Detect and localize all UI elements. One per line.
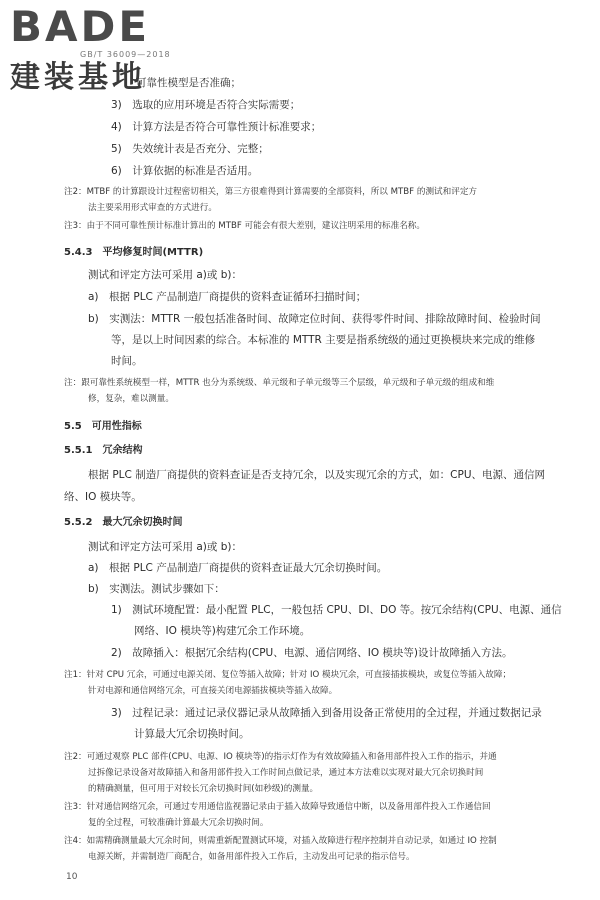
note-line: 法主要采用形式审查的方式进行。 [88,203,217,213]
note-line: 修，复杂，难以测量。 [88,394,174,404]
text-line: 根据 PLC 制造厂商提供的资料查证是否支持冗余，以及实现冗余的方式，如：CPU、电源、通信网 [88,469,546,481]
text-line: 等，是以上时间因素的综合。本标准的 MTTR 主要是指系统级的通过更换模块来完成的维修 [111,334,536,346]
text-line: 3) 过程记录：通过记录仪器记录从故障插入到备用设备正常使用的全过程，并通过数据记录 [111,707,542,719]
text-line: 络、IO 模块等。 [64,491,142,503]
standard-code: GB/T 36009—2018 [80,50,171,59]
note-line: 注1：针对 CPU 冗余，可通过电源关闭、复位等插入故障；针对 IO 模块冗余，可直接插拔模块，或复位等插入故障； [64,670,512,680]
text-line: 1) 测试环境配置：最小配置 PLC，一般包括 CPU、DI、DO 等。按冗余结构(CPU、电源、通信 [111,604,562,616]
note-line: 针对电源和通信网络冗余，可直接关闭电源插拔模块等插入故障。 [88,686,338,696]
text-line: 2) 故障插入：根据冗余结构(CPU、电源、通信网络、IO 模块等)设计故障插入方法。 [111,647,513,659]
text-line: 计算最大冗余切换时间。 [134,728,250,740]
page-number: 10 [66,872,78,882]
text-line: 测试和评定方法可采用 a)或 b)： [88,269,242,281]
note-line: 注4：如需精确测量最大冗余时间，则需重新配置测试环境，对插入故障进行程序控制并自动记录，如通过 IO 控制 [64,836,497,846]
note-line: 注：跟可靠性系统模型一样，MTTR 也分为系统级、单元级和子单元级等三个层级，单元级和子单元级的组成和维 [64,378,495,388]
section-heading: 5.4.3 平均修复时间(MTTR) [64,247,204,258]
note-line: 注3：由于不同可靠性预计标准计算出的 MTBF 可能会有很大差别，建议注明采用的标准名称。 [64,221,425,231]
note-line: 的精确测量，但可用于对较长冗余切换时间(如秒级)的测量。 [88,784,319,794]
text-line: b) 实测法。测试步骤如下： [88,583,225,595]
text-line: 网络、IO 模块等)构建冗余工作环境。 [134,625,311,637]
text-line: 测试和评定方法可采用 a)或 b)： [88,541,242,553]
note-line: 注2：可通过观察 PLC 部件(CPU、电源、IO 模块等)的指示灯作为有效故障插入和备用部件投入工作的指示，并通 [64,752,497,762]
note-line: 注2：MTBF 的计算跟设计过程密切相关，第三方很难得到计算需要的全部资料，所以 MTBF 的测试和评定方 [64,187,478,197]
section-heading: 5.5 可用性指标 [64,421,142,432]
text-line: a) 根据 PLC 产品制造厂商提供的资料查证循环扫描时间； [88,291,367,303]
section-heading: 5.5.1 冗余结构 [64,445,143,456]
note-line: 电源关断，并需制造厂商配合，如备用部件投入工作后，主动发出可记录的指示信号。 [88,852,415,862]
text-line: 时间。 [111,355,143,367]
logo-word: BADE [10,2,151,51]
text-line: 可靠性模型是否准确； [136,77,241,89]
note-line: 过拆像记录设备对故障插入和备用部件投入工作时间点做记录，通过本方法难以实现对最大冗余切换时间 [88,768,484,778]
text-line: 5) 失效统计表是否充分、完整； [111,143,269,155]
note-line: 复的全过程，可较准确计算最大冗余切换时间。 [88,818,269,828]
text-line: b) 实测法：MTTR 一般包括准备时间、故障定位时间、获得零件时间、排除故障时间、检验时间 [88,313,541,325]
text-line: a) 根据 PLC 产品制造厂商提供的资料查证最大冗余切换时间。 [88,562,388,574]
note-line: 注3：针对通信网络冗余，可通过专用通信监视器记录由于插入故障导致通信中断，以及备用部件投入工作通信回 [64,802,491,812]
text-line: 4) 计算方法是否符合可靠性预计标准要求； [111,121,322,133]
text-line: 6) 计算依据的标准是否适用。 [111,165,259,177]
text-line: 3) 选取的应用环境是否符合实际需要； [111,99,301,111]
section-heading: 5.5.2 最大冗余切换时间 [64,517,183,528]
logo-chinese: 建装基地 [10,60,146,95]
